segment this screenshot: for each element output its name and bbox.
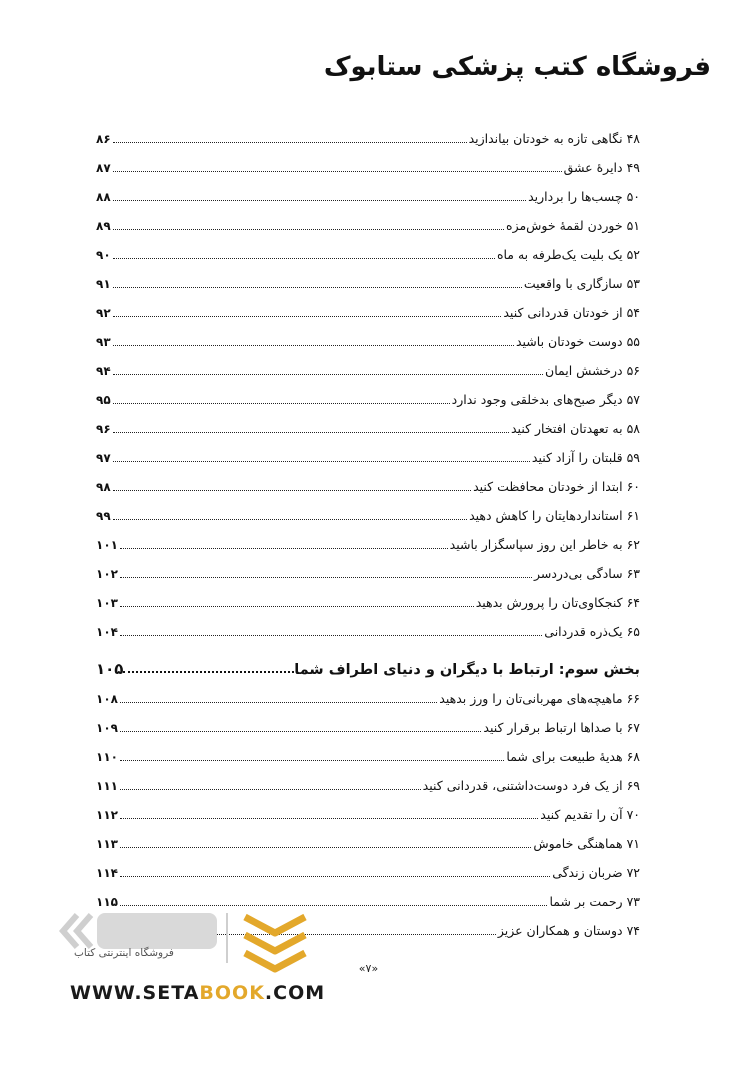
toc-entry-title: ۵۰ چسب‌ها را بردارید <box>528 189 640 204</box>
toc-section-heading[interactable] <box>96 644 640 678</box>
leader-dots <box>113 461 530 462</box>
toc-entry-title: ۶۶ ماهیچه‌های مهربانی‌تان را ورز بدهید <box>439 691 640 706</box>
leader-dots <box>120 789 421 790</box>
leader-dots <box>113 519 467 520</box>
store-title: فروشگاه کتب پزشکی ستابوک <box>323 52 711 82</box>
book-stack-icon <box>245 917 305 969</box>
toc-entry-page-number: ۱۱۰ <box>96 750 118 764</box>
leader-dots <box>120 606 474 607</box>
toc-entry-page-number: ۹۰ <box>96 248 111 262</box>
leader-dots <box>113 200 526 201</box>
toc-entry-title: ۵۵ دوست خودتان باشید <box>515 334 640 349</box>
chevron-icon <box>63 915 91 947</box>
toc-entry-page-number: ۹۷ <box>96 451 111 465</box>
url-prefix: WWW.SETA <box>70 982 200 1004</box>
toc-entry-title: ۶۳ سادگی بی‌دردسر <box>533 566 640 581</box>
toc-entry[interactable] <box>96 176 640 205</box>
toc-entry-page-number: ۹۲ <box>96 306 111 320</box>
page-header <box>26 52 711 82</box>
toc-entry-page-number: ۱۰۳ <box>96 596 118 610</box>
toc-entry-title: ۶۹ از یک فرد دوست‌داشتنی، قدردانی کنید <box>422 778 640 793</box>
logo-letters-block <box>97 913 217 949</box>
toc-entry-title: ۷۱ هماهنگی خاموش <box>533 836 640 851</box>
toc-entry-title: ۴۹ دایرهٔ عشق <box>563 160 640 175</box>
leader-dots <box>120 731 481 732</box>
toc-entry-page-number: ۱۰۸ <box>96 692 118 706</box>
leader-dots <box>120 760 504 761</box>
leader-dots <box>120 847 531 848</box>
toc-entry-page-number: ۱۱۲ <box>96 808 118 822</box>
toc-entry[interactable] <box>96 495 640 524</box>
leader-dots <box>120 635 542 636</box>
section-page-number: ۱۰۵ <box>96 660 124 678</box>
leader-dots <box>120 876 550 877</box>
toc-entry-page-number: ۹۶ <box>96 422 111 436</box>
leader-dots <box>113 142 467 143</box>
leader-dots <box>113 287 522 288</box>
leader-dots <box>120 548 448 549</box>
section-title: بخش سوم: ارتباط با دیگران و دنیای اطراف شما <box>294 662 640 678</box>
toc-entry-title: ۴۸ نگاهی تازه به خودتان بیاندازید <box>468 131 640 146</box>
toc-entry-title: ۷۲ ضربان زندگی <box>552 865 640 880</box>
leader-dots <box>123 671 294 673</box>
toc-entry-title: ۷۰ آن را تقدیم کنید <box>540 807 640 822</box>
toc-entry[interactable] <box>96 292 640 321</box>
watermark-tagline: فروشگاه اینترنتی کتاب <box>74 947 174 959</box>
toc-entry[interactable] <box>96 408 640 437</box>
toc-entry-title: ۶۵ یک‌ذره قدردانی <box>544 624 640 639</box>
leader-dots <box>113 403 450 404</box>
toc-entry[interactable] <box>96 736 640 765</box>
toc-entry-page-number: ۹۹ <box>96 509 111 523</box>
toc-entry-page-number: ۱۰۴ <box>96 625 118 639</box>
toc-entry[interactable] <box>96 794 640 823</box>
toc-entry-page-number: ۸۶ <box>96 132 111 146</box>
toc-entry[interactable] <box>96 321 640 350</box>
leader-dots <box>120 702 437 703</box>
toc-entry-page-number: ۱۱۴ <box>96 866 118 880</box>
leader-dots <box>113 374 543 375</box>
toc-entry-page-number: ۱۱۵ <box>96 895 118 909</box>
leader-dots <box>113 171 562 172</box>
toc-entry[interactable] <box>96 350 640 379</box>
toc-entry-page-number: ۹۴ <box>96 364 111 378</box>
leader-dots <box>113 432 509 433</box>
toc-entry-title: ۶۲ به خاطر این روز سپاسگزار باشید <box>449 537 640 552</box>
toc-entry-page-number: ۹۸ <box>96 480 111 494</box>
toc-entry-title: ۶۷ با صداها ارتباط برقرار کنید <box>483 720 640 735</box>
leader-dots <box>113 345 514 346</box>
leader-dots <box>113 258 495 259</box>
toc-entry[interactable] <box>96 611 640 640</box>
toc-entry-page-number: ۸۷ <box>96 161 111 175</box>
toc-group-part-three <box>96 678 640 939</box>
toc-entry-title: ۵۷ دیگر صبح‌های بدخلقی وجود ندارد <box>451 392 640 407</box>
toc-entry[interactable] <box>96 234 640 263</box>
toc-entry-page-number: ۹۵ <box>96 393 111 407</box>
toc-entry-page-number: ۸۸ <box>96 190 111 204</box>
toc-entry-page-number: ۸۹ <box>96 219 111 233</box>
toc-entry[interactable] <box>96 707 640 736</box>
toc-entry-title: ۵۴ از خودتان قدردانی کنید <box>503 305 640 320</box>
table-of-contents <box>96 118 640 939</box>
toc-entry[interactable] <box>96 678 640 707</box>
url-suffix: .COM <box>264 982 326 1004</box>
leader-dots <box>113 229 504 230</box>
toc-entry[interactable] <box>96 379 640 408</box>
toc-entry-title: ۵۹ قلبتان را آزاد کنید <box>531 450 640 465</box>
toc-entry-page-number: ۱۱۳ <box>96 837 118 851</box>
toc-entry-title: ۵۶ درخشش ایمان <box>545 363 640 378</box>
toc-entry[interactable] <box>96 852 640 881</box>
toc-entry[interactable] <box>96 205 640 234</box>
toc-entry-title: ۷۳ رحمت بر شما <box>549 894 640 909</box>
leader-dots <box>120 577 532 578</box>
toc-entry-page-number: ۱۰۹ <box>96 721 118 735</box>
toc-entry-title: ۵۲ یک بلیت یک‌طرفه به ماه <box>496 247 640 262</box>
watermark-url[interactable] <box>70 982 325 1004</box>
toc-entry[interactable] <box>96 524 640 553</box>
toc-entry[interactable] <box>96 765 640 794</box>
toc-entry-title: ۶۱ استانداردهایتان را کاهش دهید <box>469 508 640 523</box>
toc-entry-page-number: ۱۰۱ <box>96 538 118 552</box>
toc-entry[interactable] <box>96 118 640 147</box>
toc-group-part-two <box>96 118 640 640</box>
toc-entry-page-number: ۱۰۲ <box>96 567 118 581</box>
toc-entry-page-number: ۱۱۱ <box>96 779 118 793</box>
leader-dots <box>120 818 538 819</box>
toc-entry-page-number: ۹۱ <box>96 277 111 291</box>
toc-entry[interactable] <box>96 553 640 582</box>
url-accent: BOOK <box>199 982 265 1004</box>
toc-entry-title: ۶۴ کنجکاوی‌تان را پرورش بدهید <box>475 595 640 610</box>
toc-entry-title: ۷۴ دوستان و همکاران عزیز <box>497 923 640 938</box>
toc-entry-title: ۵۱ خوردن لقمهٔ خوش‌مزه <box>506 218 640 233</box>
toc-entry-title: ۵۸ به تعهدتان افتخار کنید <box>510 421 640 436</box>
leader-dots <box>113 316 502 317</box>
leader-dots <box>113 490 471 491</box>
toc-entry-title: ۶۸ هدیهٔ طبیعت برای شما <box>506 749 640 764</box>
toc-entry[interactable] <box>96 147 640 176</box>
toc-entry[interactable] <box>96 823 640 852</box>
toc-entry[interactable] <box>96 437 640 466</box>
page-number: «۷» <box>358 962 379 975</box>
toc-entry-page-number: ۹۳ <box>96 335 111 349</box>
toc-entry[interactable] <box>96 466 640 495</box>
toc-entry-title: ۶۰ ابتدا از خودتان محافظت کنید <box>473 479 640 494</box>
toc-entry-title: ۵۳ سازگاری با واقعیت <box>523 276 640 291</box>
toc-entry[interactable] <box>96 263 640 292</box>
toc-entry[interactable] <box>96 582 640 611</box>
